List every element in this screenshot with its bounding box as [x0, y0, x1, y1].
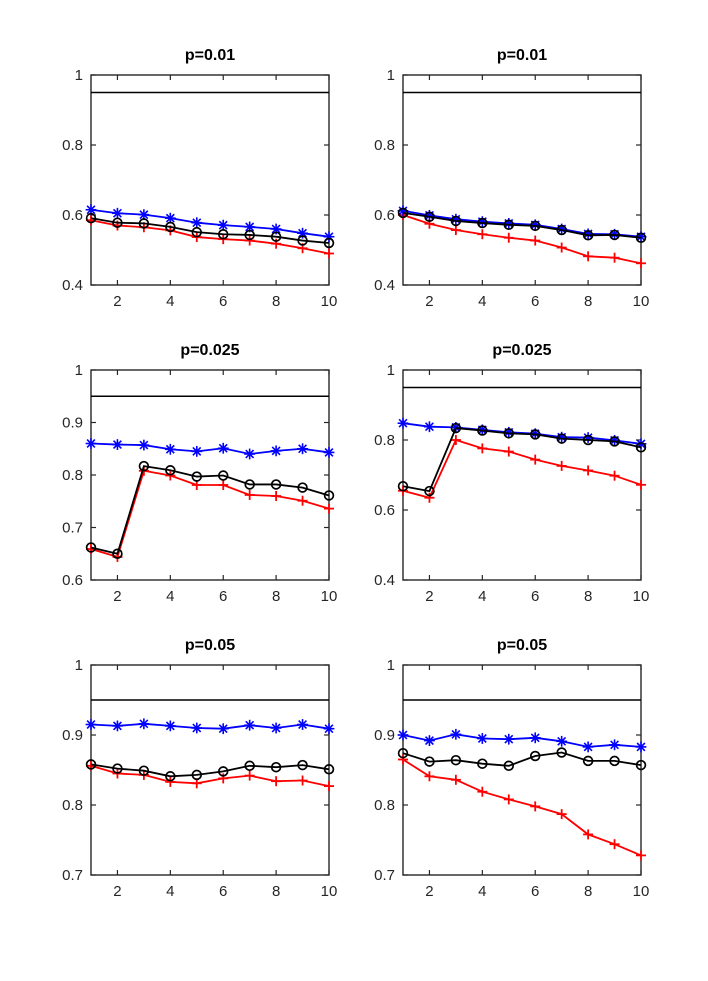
svg-text:8: 8	[271, 588, 281, 605]
svg-text:0.8: 0.8	[62, 797, 83, 814]
axes-canvas	[343, 40, 661, 325]
axes-canvas	[343, 630, 661, 915]
svg-text:1: 1	[386, 362, 395, 379]
svg-text:4: 4	[478, 588, 487, 605]
svg-text:10: 10	[320, 883, 338, 900]
svg-text:0.8: 0.8	[374, 797, 395, 814]
svg-text:6: 6	[531, 588, 540, 605]
plot-title: p=0.025	[492, 342, 552, 359]
svg-text:0.8: 0.8	[374, 137, 395, 154]
svg-text:6: 6	[531, 883, 540, 900]
svg-text:10: 10	[320, 293, 338, 310]
svg-text:2: 2	[425, 588, 434, 605]
svg-text:8: 8	[583, 883, 593, 900]
subplot-p005-right	[343, 630, 661, 915]
plot-title: p=0.05	[496, 637, 548, 654]
svg-text:6: 6	[219, 883, 228, 900]
svg-text:2: 2	[113, 588, 122, 605]
svg-text:1: 1	[74, 67, 83, 84]
axes-canvas	[31, 630, 349, 915]
svg-text:4: 4	[166, 588, 175, 605]
svg-text:0.9: 0.9	[62, 414, 83, 432]
svg-text:10: 10	[632, 883, 650, 900]
svg-text:8: 8	[583, 293, 593, 310]
svg-text:8: 8	[271, 883, 281, 900]
svg-text:2: 2	[113, 293, 122, 310]
svg-text:0.6: 0.6	[374, 502, 395, 519]
svg-text:0.9: 0.9	[62, 727, 83, 744]
svg-text:6: 6	[219, 588, 228, 605]
svg-text:4: 4	[166, 293, 175, 310]
svg-text:0.8: 0.8	[374, 432, 395, 449]
svg-text:0.6: 0.6	[62, 572, 83, 589]
svg-text:2: 2	[425, 883, 434, 900]
axes-canvas	[343, 335, 661, 620]
subplot-p0025-left	[31, 335, 349, 620]
svg-text:4: 4	[478, 883, 487, 900]
subplot-p001-right	[343, 40, 661, 325]
svg-text:0.8: 0.8	[62, 467, 83, 484]
svg-text:10: 10	[320, 588, 338, 605]
svg-text:0.6: 0.6	[62, 207, 83, 224]
svg-text:0.7: 0.7	[62, 519, 83, 537]
svg-text:0.6: 0.6	[374, 207, 395, 224]
subplot-p005-left	[31, 630, 349, 915]
svg-text:0.4: 0.4	[374, 277, 395, 294]
svg-text:0.9: 0.9	[374, 727, 395, 744]
subplot-p0025-right	[343, 335, 661, 620]
svg-text:6: 6	[531, 293, 540, 310]
svg-text:0.7: 0.7	[374, 867, 395, 884]
svg-text:0.7: 0.7	[62, 867, 83, 884]
subplot-p001-left	[31, 40, 349, 325]
svg-text:2: 2	[113, 883, 122, 900]
svg-text:0.8: 0.8	[62, 137, 83, 154]
svg-text:6: 6	[219, 293, 228, 310]
svg-text:8: 8	[583, 588, 593, 605]
svg-text:4: 4	[478, 293, 487, 310]
svg-text:0.4: 0.4	[62, 277, 83, 294]
svg-text:2: 2	[425, 293, 434, 310]
svg-text:1: 1	[386, 657, 395, 674]
plot-title: p=0.05	[184, 637, 236, 654]
svg-text:8: 8	[271, 293, 281, 310]
svg-text:10: 10	[632, 588, 650, 605]
plot-title: p=0.01	[496, 47, 548, 64]
plot-title: p=0.01	[184, 47, 236, 64]
axes-canvas	[31, 335, 349, 620]
svg-text:10: 10	[632, 293, 650, 310]
svg-text:1: 1	[386, 67, 395, 84]
axes-canvas	[31, 40, 349, 325]
svg-text:4: 4	[166, 883, 175, 900]
plot-title: p=0.025	[180, 342, 240, 359]
svg-text:1: 1	[74, 362, 83, 379]
svg-text:0.4: 0.4	[374, 572, 395, 589]
svg-text:1: 1	[74, 657, 83, 674]
